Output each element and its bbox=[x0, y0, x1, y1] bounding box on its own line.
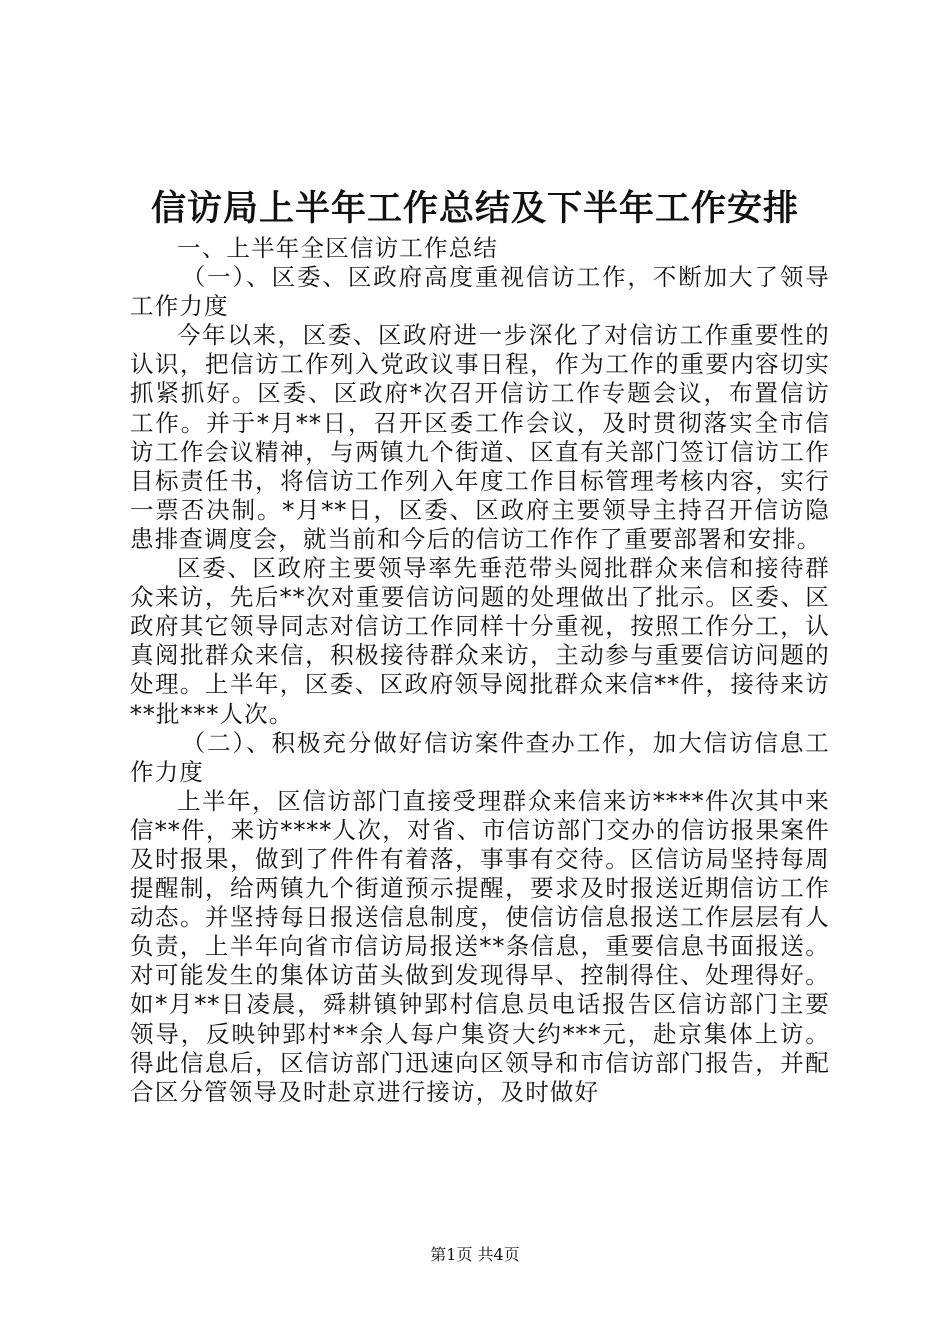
body-paragraph: 今年以来，区委、区政府进一步深化了对信访工作重要性的认识，把信访工作列入党政议事日程，作为工作的重要内容切实抓紧抓好。区委、区政府*次召开信访工作专题会议，布置信访工作。并于*月**日，召开区委工作会议，及时贯彻落实全市信访工作会议精神，与两镇九个街道、区直有关部门签订信访工作目标责任书，将信访工作列入年度工作目标管理考核内容，实行一票否决制。*月**日，区委、区政府主要领导主持召开信访隐患排查调度会，就当前和今后的信访工作作了重要部署和安排。 bbox=[130, 321, 830, 553]
body-paragraph: 上半年，区信访部门直接受理群众来信来访****件次其中来信**件，来访****人次，对省、市信访部门交办的信访报果案件及时报果，做到了件件有着落，事事有交待。区信访局坚持每周提醒制，给两镇九个街道预示提醒，要求及时报送近期信访工作动态。并坚持每日报送信息制度，使信访信息报送工作层层有人负责，上半年向省市信访局报送**条信息，重要信息书面报送。对可能发生的集体访苗头做到发现得早、控制得住、处理得好。如*月**日凌晨，舜耕镇钟郢村信息员电话报告区信访部门主要领导，反映钟郢村**余人每户集资大约***元，赴京集体上访。得此信息后，区信访部门迅速向区领导和市信访部门报告，并配合区分管领导及时赴京进行接访，及时做好 bbox=[130, 786, 830, 1106]
body-paragraph: 区委、区政府主要领导率先垂范带头阅批群众来信和接待群众来访，先后**次对重要信访问题的处理做出了批示。区委、区政府其它领导同志对信访工作同样十分重视，按照工作分工，认真阅批群众来信，积极接待群众来访，主动参与重要信访问题的处理。上半年，区委、区政府领导阅批群众来信**件，接待来访**批***人次。 bbox=[130, 554, 830, 728]
subsection-heading-2: （二）、积极充分做好信访案件查办工作，加大信访信息工作力度 bbox=[130, 728, 830, 786]
subsection-heading-1: （一）、区委、区政府高度重视信访工作，不断加大了领导工作力度 bbox=[130, 263, 830, 321]
document-title: 信访局上半年工作总结及下半年工作安排 bbox=[150, 188, 799, 229]
page-number-footer: 第1页 共4页 bbox=[430, 1245, 520, 1264]
document-body bbox=[130, 234, 830, 1107]
section-heading-1: 一、上半年全区信访工作总结 bbox=[177, 234, 499, 262]
